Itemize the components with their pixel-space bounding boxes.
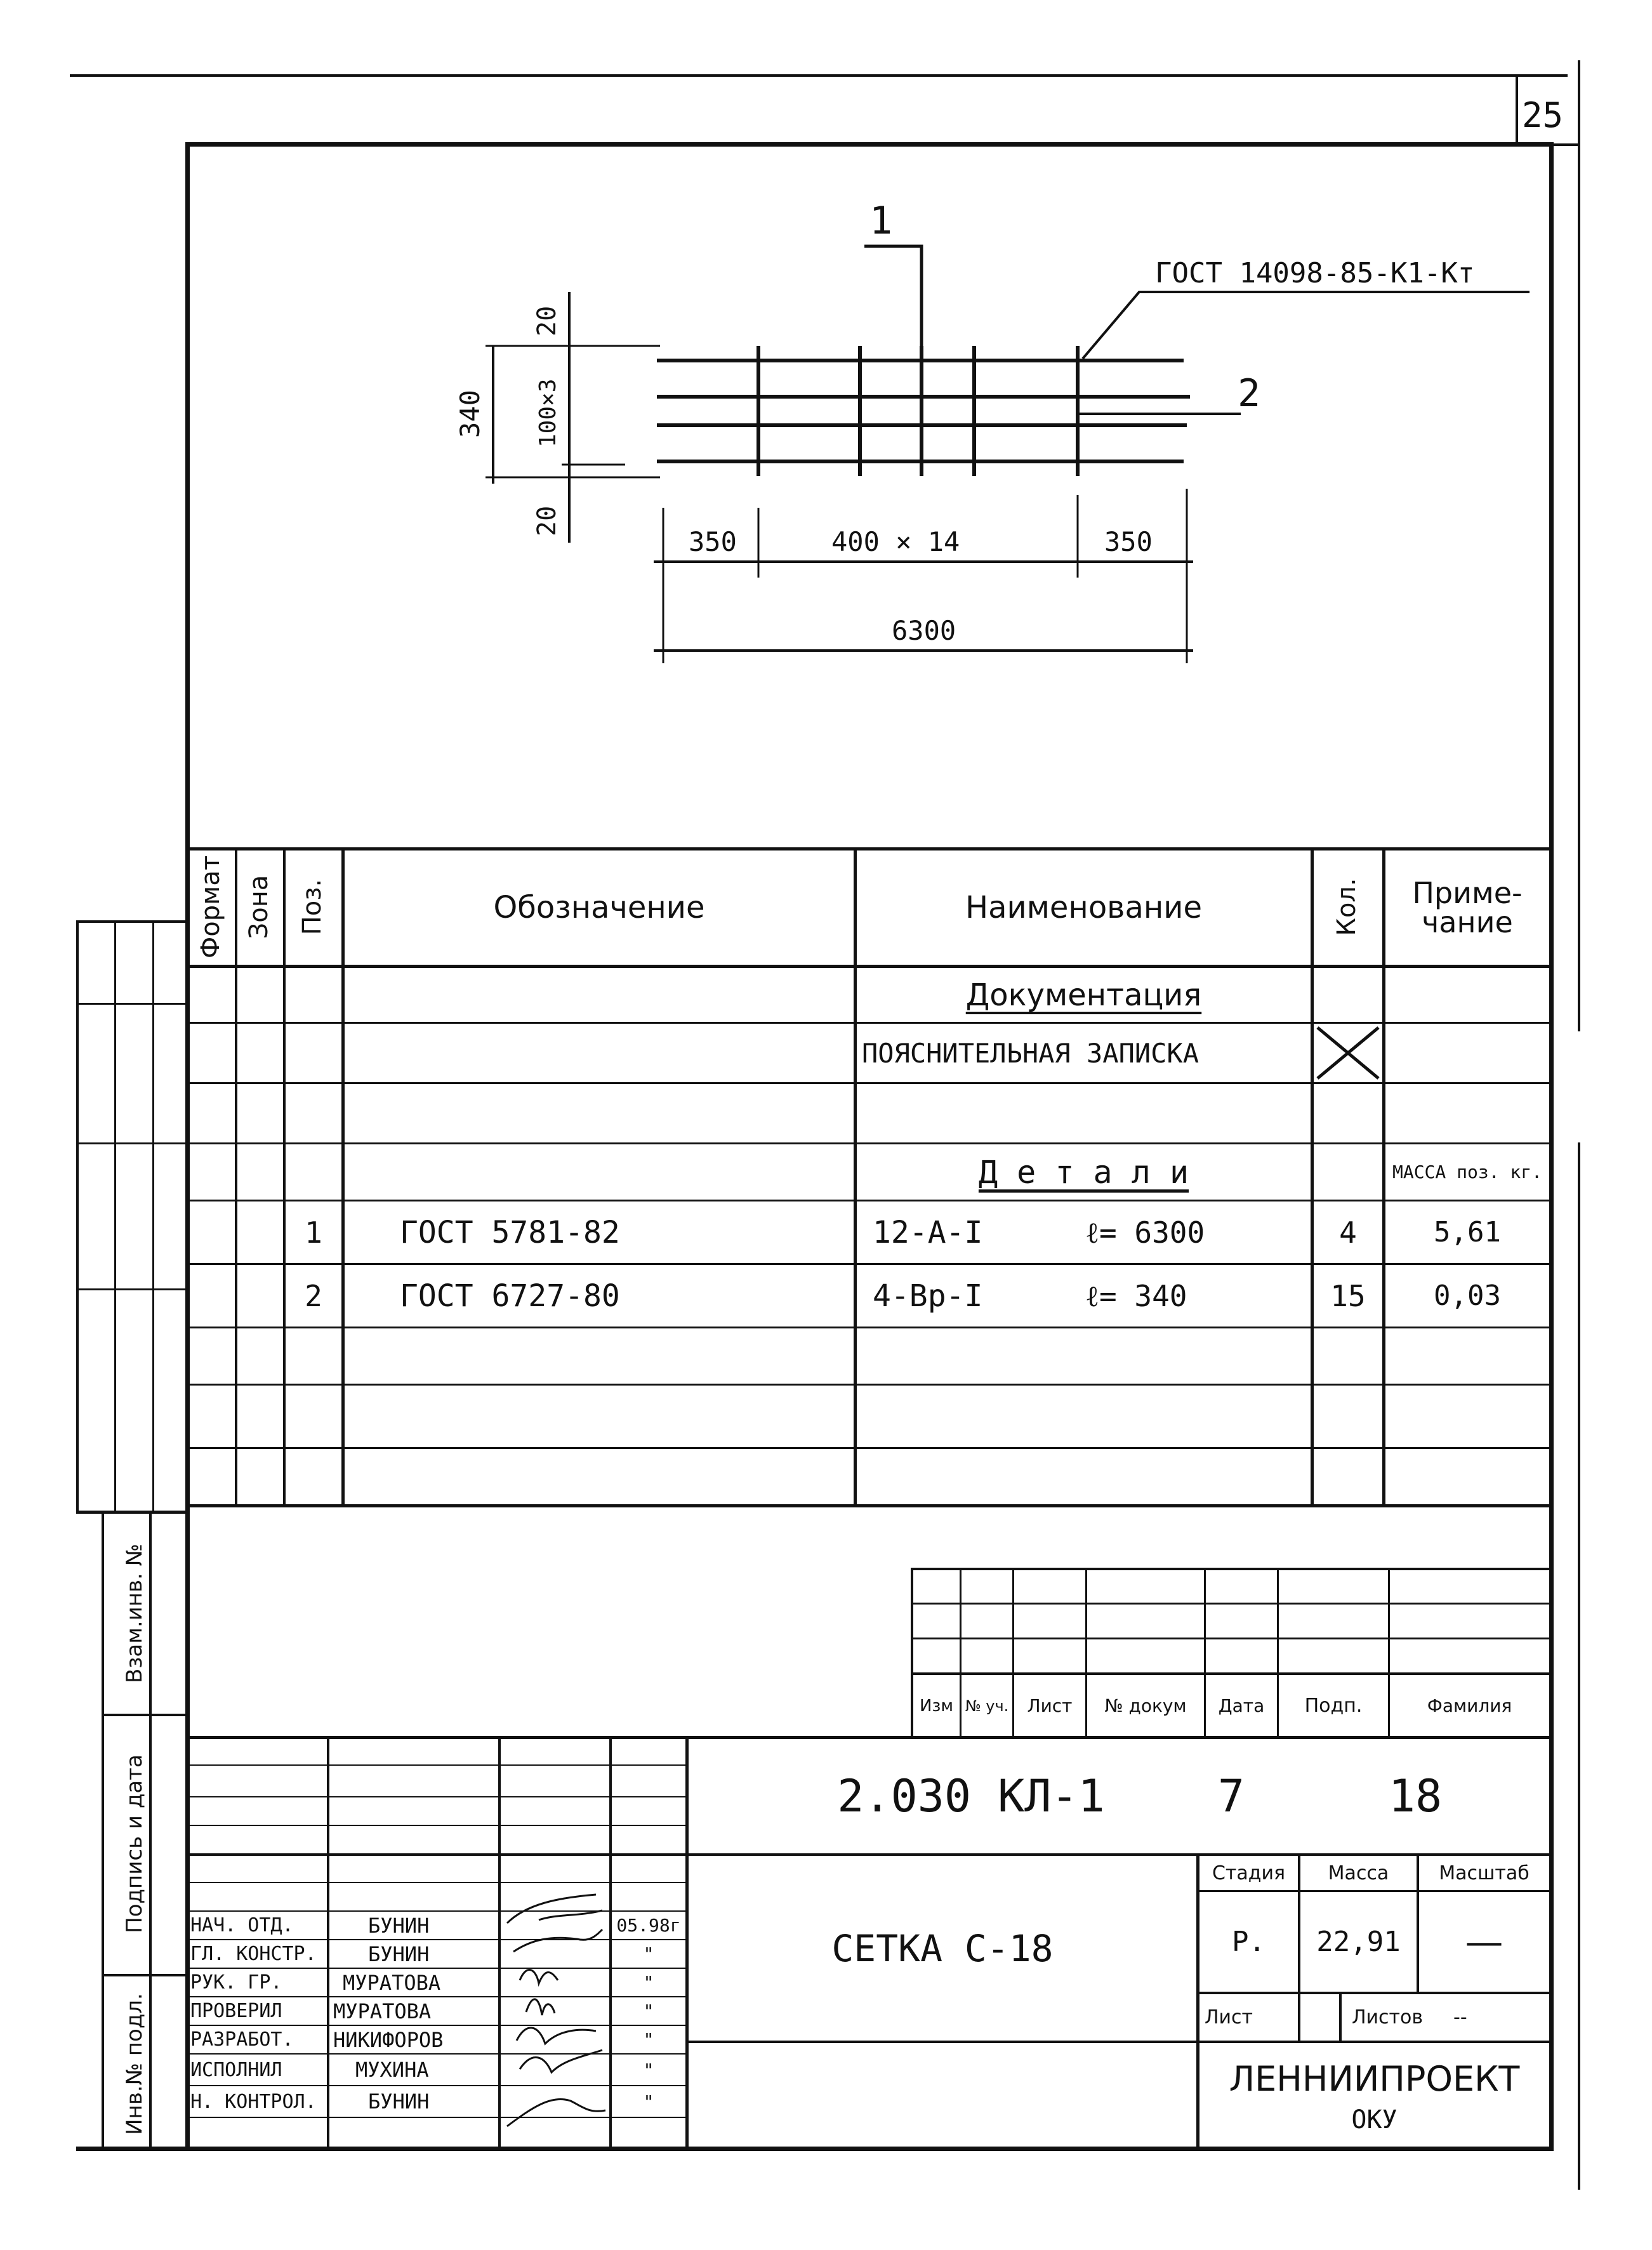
row-1-name: 12-А-I: [873, 1214, 983, 1250]
dim-left-label: 350: [689, 526, 737, 557]
row-1-qty: 4: [1339, 1215, 1357, 1250]
rev-header-izm: Изм: [920, 1696, 953, 1716]
row-1-length: ℓ= 6300: [1085, 1215, 1205, 1250]
signatory-name: МУХИНА: [355, 2058, 429, 2082]
doc-qty-cross: [1314, 1024, 1382, 1082]
rev-header-doc: № докум: [1104, 1695, 1187, 1716]
org-name: ЛЕННИИПРОЕКТ: [1229, 2058, 1520, 2099]
signatory-date: ": [643, 2001, 654, 2022]
signatory-role: Н. КОНТРОЛ.: [190, 2090, 317, 2113]
weld-note-label: ГОСТ 14098-85-К1-Кт: [1155, 257, 1475, 289]
header-note: Приме- чание: [1412, 876, 1523, 939]
weld-note-leader: [1083, 292, 1530, 359]
signatory-role: РАЗРАБОТ.: [190, 2028, 294, 2051]
header-qty: Кол.: [1332, 878, 1361, 936]
rev-header-uch: № уч.: [965, 1697, 1009, 1715]
row-1-note: 5,61: [1434, 1216, 1501, 1248]
rev-header-list: Лист: [1027, 1695, 1073, 1716]
signatory-role: РУК. ГР.: [190, 1971, 282, 1994]
org-dept: ОКУ: [1351, 2105, 1398, 2134]
mass-label: Масса: [1328, 1862, 1389, 1884]
signatory-role: ИСПОЛНИЛ: [190, 2058, 282, 2081]
signatory-role: ГЛ. КОНСТР.: [190, 1943, 317, 1965]
frame-inner-bottom: [76, 2147, 1554, 2151]
signatory-name: НИКИФОРОВ: [333, 2027, 444, 2052]
signatory-name: БУНИН: [368, 1913, 430, 1938]
side-stamp-inv-no: Инв.№ подл.: [122, 1993, 147, 2135]
signatory-name: БУНИН: [368, 1942, 430, 1966]
header-format: Формат: [196, 855, 225, 959]
signatory-role: НАЧ. ОТД.: [190, 1914, 294, 1936]
row-2-designation: ГОСТ 6727-80: [400, 1278, 620, 1314]
dim-right-label: 350: [1104, 526, 1153, 557]
row-1-pos: 1: [305, 1215, 322, 1250]
doc-row-name: ПОЯСНИТЕЛЬНАЯ ЗАПИСКА: [862, 1037, 1199, 1069]
signatory-date: 05.98г: [616, 1915, 681, 1936]
dim-top-label: 20: [532, 305, 562, 336]
dim-total-length-label: 6300: [892, 615, 956, 646]
drawing-title: СЕТКА С-18: [831, 1926, 1054, 1970]
dim-bottom-label: 20: [532, 505, 562, 536]
frame-right-outer-2: [1578, 1142, 1580, 2190]
sheet-label: Лист: [1205, 2006, 1253, 2028]
rev-header-sign: Подп.: [1304, 1695, 1363, 1717]
header-name: Наименование: [965, 890, 1202, 925]
signatory-name: МУРАТОВА: [333, 1999, 432, 2023]
row-2-pos: 2: [305, 1278, 322, 1313]
mass-value: 22,91: [1316, 1926, 1401, 1958]
header-zone: Зона: [244, 875, 274, 939]
doc-code-part2: 7: [1217, 1770, 1245, 1822]
section-parts: Д е т а л и: [978, 1153, 1189, 1191]
signatory-date: ": [643, 2029, 654, 2050]
side-stamp-sign-date: Подпись и дата: [122, 1754, 147, 1933]
scale-label: Масштаб: [1439, 1862, 1530, 1884]
signatory-date: ": [643, 2091, 654, 2112]
row-2-note: 0,03: [1434, 1280, 1501, 1312]
doc-code: 2.030 КЛ-1: [837, 1770, 1105, 1822]
rev-header-date: Дата: [1218, 1695, 1265, 1716]
signatory-date: ": [643, 1972, 654, 1993]
stage-label: Стадия: [1212, 1862, 1286, 1884]
row-2-length: ℓ= 340: [1085, 1278, 1187, 1313]
scale-value: —: [1465, 1919, 1503, 1964]
page-number: 25: [1522, 95, 1564, 135]
row-2-name: 4-Вр-I: [873, 1278, 983, 1314]
signature-marks: [501, 1879, 609, 2148]
signatory-name: МУРАТОВА: [343, 1970, 441, 1995]
mesh-drawing: [0, 0, 1652, 825]
dim-middle-label: 100×3: [535, 378, 561, 447]
note-mass-header: МАССА поз. кг.: [1392, 1161, 1542, 1182]
section-docs: Документация: [965, 977, 1202, 1013]
doc-code-part3: 18: [1388, 1770, 1443, 1822]
signatory-name: БУНИН: [368, 2089, 430, 2114]
signatory-role: ПРОВЕРИЛ: [190, 2000, 282, 2022]
side-stamp-vzam: Взам.инв. №: [122, 1543, 147, 1684]
dim-center-label: 400 × 14: [831, 526, 960, 557]
stage-value: Р.: [1232, 1926, 1265, 1958]
row-1-designation: ГОСТ 5781-82: [400, 1214, 620, 1250]
sheets-value: --: [1453, 2006, 1467, 2028]
header-designation: Обозначение: [493, 890, 705, 925]
callout-1-leader: [864, 246, 922, 355]
callout-1-label: 1: [869, 199, 893, 243]
signatory-date: ": [643, 1943, 654, 1964]
sheets-label: Листов: [1352, 2006, 1424, 2028]
header-pos: Поз.: [298, 878, 327, 936]
rev-header-surname: Фамилия: [1427, 1695, 1512, 1716]
row-2-qty: 15: [1330, 1278, 1366, 1313]
signatory-date: ": [643, 2059, 654, 2081]
callout-2-label: 2: [1238, 371, 1261, 416]
dim-total-height-label: 340: [454, 390, 486, 438]
